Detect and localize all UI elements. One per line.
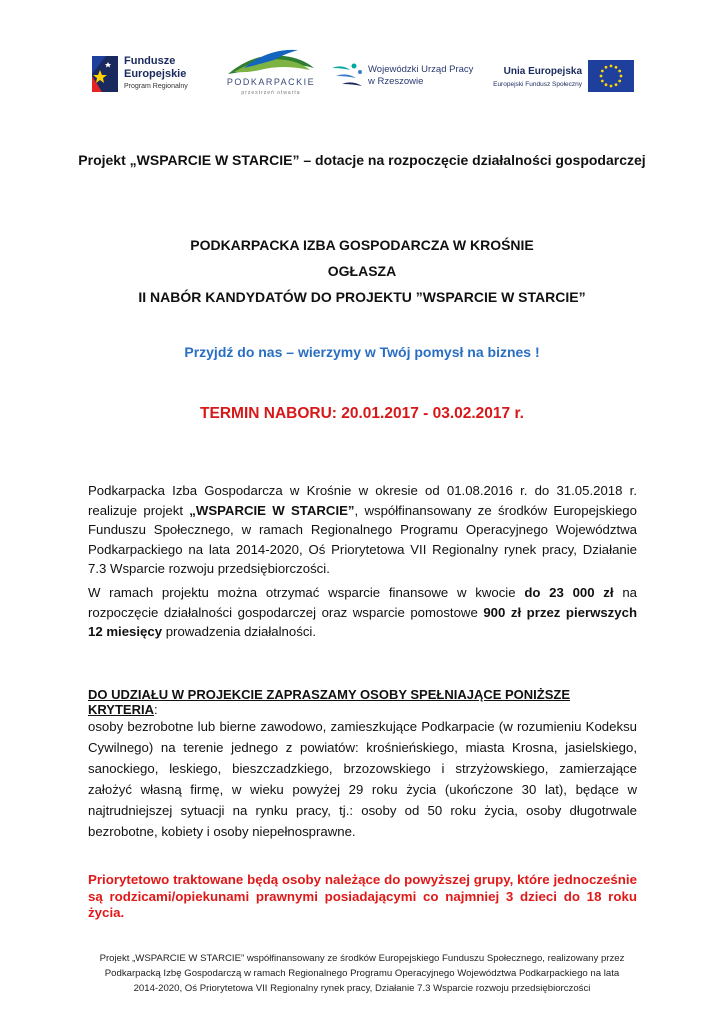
- podkarpackie-mountains-icon: [224, 46, 318, 78]
- description-text-2: , współfinansowany ze środków Europejskiego Funduszu Społecznego, w ramach Regionalnego Programu Operacyjnego Województwa Podkarpackiego na lata 2014-2020, Oś Priorytetowa VII Regionalny rynek pracy, Działanie 7.3 Wsparcie rozwoju przedsiębiorczości.: [88, 502, 637, 576]
- recruitment-deadline: TERMIN NABORU: 20.01.2017 - 03.02.2017 r.: [200, 405, 524, 422]
- fundusze-flag-icon: [88, 54, 120, 94]
- fundusze-line1: Fundusze: [124, 55, 176, 67]
- announcement: [60, 232, 664, 310]
- footer: [70, 951, 654, 996]
- footer-line1: Projekt „WSPARCIE W STARCIE” współfinansowany ze środków Europejskiego Funduszu Społecznego, realizowany przez: [99, 953, 625, 964]
- support-amount: do 23 000 zł: [524, 585, 614, 600]
- criteria-heading-text: DO UDZIAŁU W PROJEKCIE ZAPRASZAMY OSOBY SPEŁNIAJĄCE PONIŻSZE KRYTERIA: [88, 687, 571, 717]
- project-description: [88, 481, 637, 579]
- announcement-line2: OGŁASZA: [327, 263, 397, 279]
- fundusze-line3: Program Regionalny: [124, 83, 188, 90]
- wup-swoosh-icon: [330, 60, 364, 90]
- support-description: [88, 583, 637, 642]
- wup-line1: Wojewódzki Urząd Pracy: [368, 64, 474, 75]
- podkarpackie-name: PODKARPACKIE: [226, 77, 316, 87]
- criteria-text: osoby bezrobotne lub bierne zawodowo, zamieszkujące Podkarpacie (w rozumieniu Kodeksu Cywilnego) na terenie jednego z powiatów: krośnieńskiego, miasta Krosna, jasielskiego, sanockiego, leskiego, bieszczadzkiego, brzozowskiego i strzyżowskiego, zamierzające założyć własną firmę, w wieku powyżej 29 roku życia (ukończone 30 lat), będące w najtrudniejszej sytuacji na rynku pracy, tj.: osoby od 50 roku życia, osoby długotrwale bezrobotne, kobiety i osoby niepełnosprawne.: [88, 719, 637, 839]
- criteria-heading: [88, 687, 637, 717]
- project-name-bold: „WSPARCIE W STARCIE”: [189, 502, 355, 518]
- project-title: Projekt „WSPARCIE W STARCIE” – dotacje na rozpoczęcie działalności gospodarczej: [78, 152, 646, 168]
- unia-europejska-logo: [494, 44, 636, 106]
- footer-line3: 2014-2020, Oś Priorytetowa VII Regionalny rynek pracy, Działanie 7.3 Wsparcie rozwoju przedsiębiorczości: [133, 983, 591, 994]
- criteria-heading-colon: :: [153, 702, 158, 717]
- slogan: Przyjdź do nas – wierzymy w Twój pomysł na biznes !: [184, 344, 540, 360]
- support-text-2: na rozpoczęcie działalności gospodarczej oraz wsparcie pomostowe: [88, 585, 637, 620]
- podkarpackie-tagline: przestrzeń otwarta: [241, 90, 301, 96]
- logo-bar: [88, 44, 636, 106]
- announcement-line1: PODKARPACKA IZBA GOSPODARCZA W KROŚNIE: [190, 237, 534, 253]
- fundusze-line2: Europejskie: [124, 68, 187, 80]
- podkarpackie-logo: [216, 44, 326, 106]
- support-text-3: prowadzenia działalności.: [162, 624, 317, 639]
- eu-flag-icon: [588, 60, 634, 92]
- footer-line2: Podkarpacką Izbę Gospodarczą w ramach Regionalnego Programu Operacyjnego Województwa Podkarpackiego na lata: [104, 968, 620, 979]
- priority-note: Priorytetowo traktowane będą osoby należące do powyższej grupy, które jednocześnie są rodzicami/opiekunami prawnymi posiadającymi co najmniej 3 dzieci do 18 roku życia.: [88, 872, 637, 920]
- bridge-support: 900 zł przez pierwszych 12 miesięcy: [88, 604, 637, 639]
- wup-logo: [330, 44, 480, 106]
- fundusze-europejskie-logo: [88, 44, 208, 106]
- support-text-1: W ramach projektu można otrzymać wsparcie finansowe w kwocie: [88, 585, 525, 600]
- wup-line2: w Rzeszowie: [368, 76, 424, 87]
- announcement-line3: II NABÓR KANDYDATÓW DO PROJEKTU ”WSPARCIE W STARCIE”: [138, 289, 586, 305]
- ue-line1: Unia Europejska: [503, 66, 582, 77]
- description-text-1: Podkarpacka Izba Gospodarcza w Krośnie w okresie od 01.08.2016 r. do 31.05.2018 r. realizuje projekt: [88, 483, 637, 518]
- ue-line2: Europejski Fundusz Społeczny: [493, 81, 582, 88]
